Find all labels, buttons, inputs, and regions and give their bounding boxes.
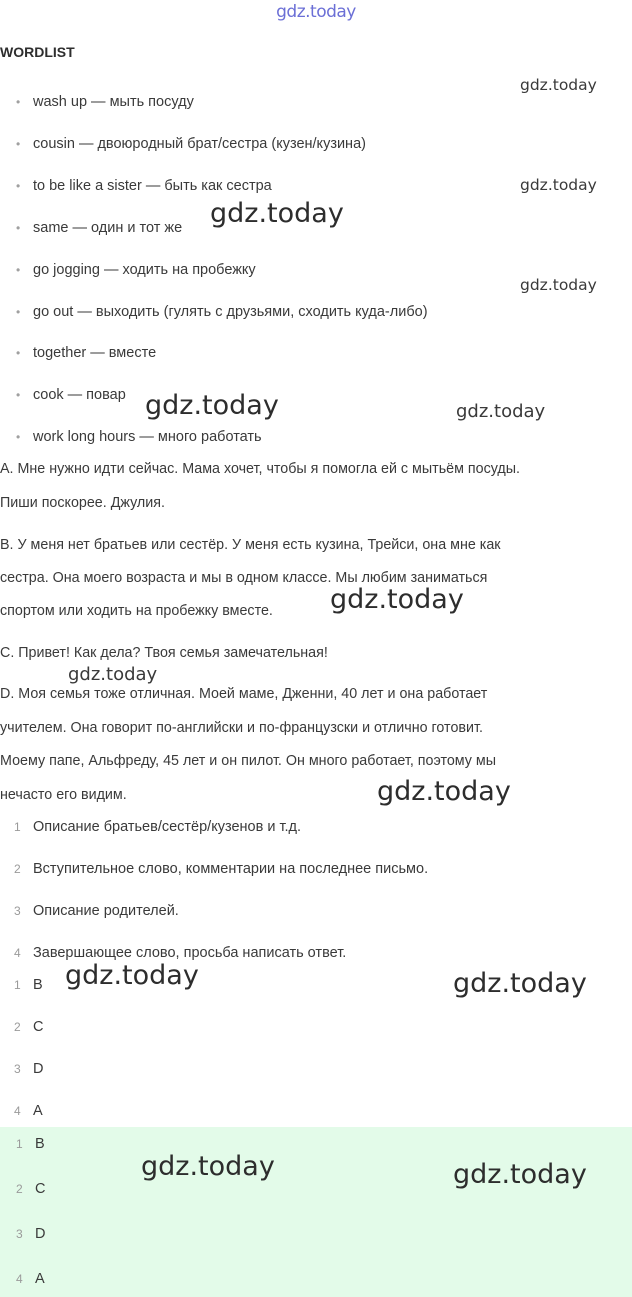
bullet-icon: • [16, 263, 21, 277]
watermark: gdz.today [330, 584, 464, 615]
letter-line: C. Привет! Как дела? Твоя семья замечательная! [0, 645, 328, 661]
answer-item: 2 C [16, 1181, 46, 1197]
answer-box [0, 1127, 632, 1297]
order-item: 2 C [14, 1019, 44, 1035]
wordlist-item: • cook — повар [16, 387, 126, 403]
order-item: 4 A [14, 1103, 43, 1119]
bullet-icon: • [16, 305, 21, 319]
watermark: gdz.today [520, 276, 597, 294]
wordlist-item: • go jogging — ходить на пробежку [16, 262, 256, 278]
bullet-icon: • [16, 95, 21, 109]
watermark: gdz.today [145, 390, 279, 421]
letter-line: нечасто его видим. [0, 787, 127, 803]
answer-item: 3 D [16, 1226, 46, 1242]
wordlist-item: • together — вместе [16, 345, 157, 361]
plan-item: 3 Описание родителей. [14, 903, 179, 919]
order-item: 1 B [14, 977, 43, 993]
wordlist-item: • to be like a sister — быть как сестра [16, 178, 272, 194]
site-logo[interactable]: gdz.today [276, 2, 356, 22]
wordlist-item: • cousin — двоюродный брат/сестра (кузен/кузина) [16, 136, 366, 152]
letter-line: B. У меня нет братьев или сестёр. У меня есть кузина, Трейси, она мне как [0, 537, 501, 553]
watermark: gdz.today [141, 1151, 275, 1182]
letter-line: Пиши поскорее. Джулия. [0, 495, 165, 511]
watermark: gdz.today [456, 401, 546, 422]
wordlist-item: • wash up — мыть посуду [16, 94, 194, 110]
plan-item: 1 Описание братьев/сестёр/кузенов и т.д. [14, 819, 302, 835]
letter-line: спортом или ходить на пробежку вместе. [0, 603, 273, 619]
bullet-icon: • [16, 179, 21, 193]
wordlist-item: • go out — выходить (гулять с друзьями, сходить куда-либо) [16, 304, 428, 320]
answer-item: 4 A [16, 1271, 45, 1287]
bullet-icon: • [16, 388, 21, 402]
bullet-icon: • [16, 430, 21, 444]
watermark: gdz.today [210, 198, 344, 229]
bullet-icon: • [16, 137, 21, 151]
watermark: gdz.today [68, 664, 158, 685]
watermark: gdz.today [65, 960, 199, 991]
answer-item: 1 B [16, 1136, 45, 1152]
watermark: gdz.today [520, 176, 597, 194]
plan-item: 2 Вступительное слово, комментарии на последнее письмо. [14, 861, 429, 877]
wordlist-heading: WORDLIST [0, 44, 75, 60]
bullet-icon: • [16, 221, 21, 235]
letter-line: сестра. Она моего возраста и мы в одном классе. Мы любим заниматься [0, 570, 488, 586]
watermark: gdz.today [453, 1159, 587, 1190]
letter-line: A. Мне нужно идти сейчас. Мама хочет, чтобы я помогла ей с мытьём посуды. [0, 461, 521, 477]
letter-line: D. Моя семья тоже отличная. Моей маме, Дженни, 40 лет и она работает [0, 686, 488, 702]
plan-item: 4 Завершающее слово, просьба написать ответ. [14, 945, 347, 961]
wordlist-item: • work long hours — много работать [16, 429, 262, 445]
letter-line: Моему папе, Альфреду, 45 лет и он пилот. Он много работает, поэтому мы [0, 753, 497, 769]
order-item: 3 D [14, 1061, 44, 1077]
watermark: gdz.today [453, 968, 587, 999]
wordlist-item: • same — один и тот же [16, 220, 183, 236]
letter-line: учителем. Она говорит по-английски и по-французски и отлично готовит. [0, 720, 483, 736]
watermark: gdz.today [520, 76, 597, 94]
watermark: gdz.today [377, 776, 511, 807]
bullet-icon: • [16, 346, 21, 360]
